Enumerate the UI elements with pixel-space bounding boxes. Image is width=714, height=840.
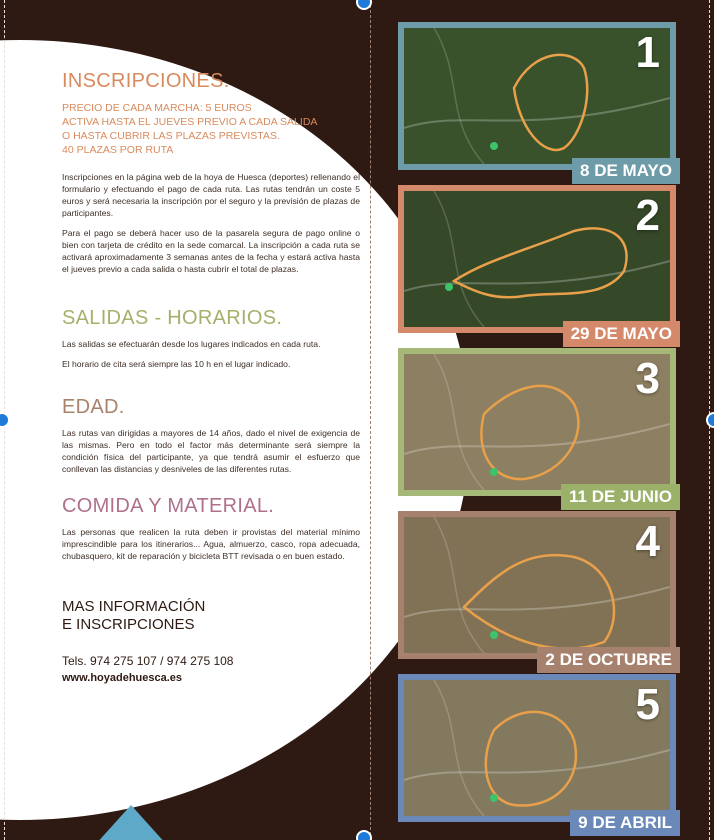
salidas-title: SALIDAS - HORARIOS. xyxy=(62,307,283,329)
mountain-graphic xyxy=(95,805,167,840)
more-info-line-1: MAS INFORMACIÓN xyxy=(62,598,206,615)
route-date-badge: 2 DE OCTUBRE xyxy=(537,647,680,673)
route-map xyxy=(404,354,670,490)
route-map xyxy=(404,517,670,653)
inscripciones-title: INSCRIPCIONES. xyxy=(62,70,230,92)
route-map-svg xyxy=(404,517,670,653)
route-map-svg xyxy=(404,28,670,164)
inscripciones-paragraph-2: Para el pago se deberá hacer uso de la pasarela segura de pago online o bien con tarjeta de crédito en la sede comarcal. La inscripción a cada ruta se activará aproximadamente 3 semanas antes de la fecha y estará activa hasta el jueves previo a cada salida o hasta cubrir el total de plazas. xyxy=(62,228,360,274)
route-map xyxy=(404,191,670,327)
summary-line: O HASTA CUBRIR LAS PLAZAS PREVISTAS. xyxy=(62,130,280,142)
phone-numbers: Tels. 974 275 107 / 974 275 108 xyxy=(62,654,234,668)
resize-handle-bottom[interactable] xyxy=(356,830,372,840)
route-number: 3 xyxy=(635,354,660,403)
website-link[interactable]: www.hoyadehuesca.es xyxy=(62,672,183,684)
route-map xyxy=(404,680,670,816)
route-card xyxy=(398,22,676,180)
route-card xyxy=(398,511,676,669)
more-info-heading xyxy=(62,598,360,634)
summary-line: 40 PLAZAS POR RUTA xyxy=(62,144,174,156)
route-card xyxy=(398,348,676,506)
salidas-paragraph-2: El horario de cita será siempre las 10 h en el lugar indicado. xyxy=(62,359,291,369)
route-date-badge: 29 DE MAYO xyxy=(563,321,680,347)
route-card xyxy=(398,674,676,832)
route-date-badge: 9 DE ABRIL xyxy=(570,810,680,836)
route-number: 1 xyxy=(635,28,660,77)
route-number: 5 xyxy=(635,680,660,729)
comida-paragraph: Las personas que realicen la ruta deben ir provistas del material mínimo imprescindible para los itinerarios... Agua, almuerzo, casco, ropa adecuada, chubasquero, kit de reparación y bicicleta BTT revisada o en buen estado. xyxy=(62,527,360,561)
route-map-svg xyxy=(404,354,670,490)
summary-line: PRECIO DE CADA MARCHA: 5 EUROS xyxy=(62,102,252,114)
more-info-line-2: E INSCRIPCIONES xyxy=(62,616,195,633)
route-date-badge: 8 DE MAYO xyxy=(572,158,680,184)
summary-line: ACTIVA HASTA EL JUEVES PREVIO A CADA SALIDA xyxy=(62,116,318,128)
edad-title: EDAD. xyxy=(62,396,125,418)
resize-handle-right[interactable] xyxy=(706,412,714,428)
edad-paragraph: Las rutas van dirigidas a mayores de 14 años, dado el nivel de exigencia de las mismas. Pero en todo el factor más determinante será siempre la condición física del participante, ya que tendrá asumir el esfuerzo que conllevan las distancias y desniveles de las diferentes rutas. xyxy=(62,428,360,474)
route-number: 4 xyxy=(635,517,660,566)
info-column xyxy=(62,70,360,684)
fold-line-middle xyxy=(370,0,371,840)
route-map xyxy=(404,28,670,164)
route-number: 2 xyxy=(635,191,660,240)
route-card xyxy=(398,185,676,343)
route-date-badge: 11 DE JUNIO xyxy=(561,484,680,510)
inscripciones-paragraph-1: Inscripciones en la página web de la hoya de Huesca (deportes) rellenando el formulario y efectuando el pago de cada ruta. Las rutas tendrán un coste 5 euros y será necesaria la inscripción por el seguro y la previsión de plazas de participantes. xyxy=(62,172,360,218)
salidas-paragraph-1: Las salidas se efectuarán desde los lugares indicados en cada ruta. xyxy=(62,339,321,349)
comida-title: COMIDA Y MATERIAL. xyxy=(62,495,275,517)
inscripciones-summary xyxy=(62,101,360,157)
route-map-svg xyxy=(404,680,670,816)
route-map-svg xyxy=(404,191,670,327)
